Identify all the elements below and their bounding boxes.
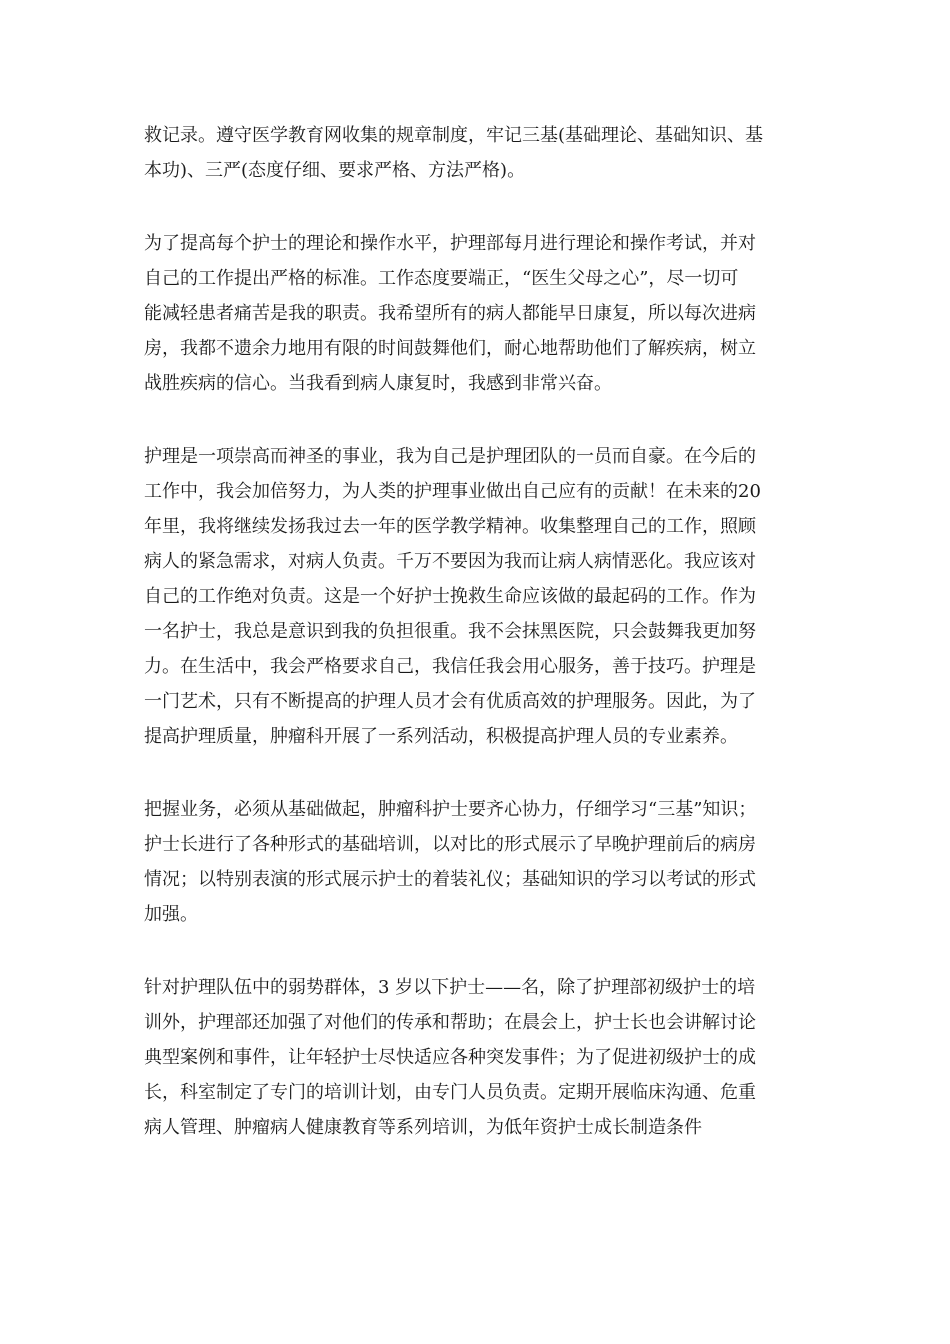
paragraph-rules xyxy=(144,118,812,188)
text-line: 提高护理质量，肿瘤科开展了一系列活动，积极提高护理人员的专业素养。 xyxy=(144,726,738,747)
text-line: 护理是一项崇高而神圣的事业，我为自己是护理团队的一员而自豪。在今后的 xyxy=(144,446,756,467)
text-line: 训外，护理部还加强了对他们的传承和帮助；在晨会上，护士长也会讲解讨论 xyxy=(144,1012,756,1033)
text-line: 一门艺术，只有不断提高的护理人员才会有优质高效的护理服务。因此，为了 xyxy=(144,691,756,712)
text-line: 工作中，我会加倍努力，为人类的护理事业做出自己应有的贡献！在未来的20 xyxy=(144,481,761,502)
text-line: 力。在生活中，我会严格要求自己，我信任我会用心服务，善于技巧。护理是 xyxy=(144,656,756,677)
text-line: 护士长进行了各种形式的基础培训，以对比的形式展示了早晚护理前后的病房 xyxy=(144,834,756,855)
text-line: 一名护士，我总是意识到我的负担很重。我不会抹黑医院，只会鼓舞我更加努 xyxy=(144,621,756,642)
text-line: 把握业务，必须从基础做起，肿瘤科护士要齐心协力，仔细学习“三基”知识； xyxy=(144,799,757,820)
text-line: 房，我都不遗余力地用有限的时间鼓舞他们，耐心地帮助他们了解疾病，树立 xyxy=(144,338,756,359)
text-line: 救记录。遵守医学教育网收集的规章制度，牢记三基(基础理论、基础知识、基 xyxy=(144,125,764,146)
text-line: 自己的工作提出严格的标准。工作态度要端正，“医生父母之心”，尽一切可 xyxy=(144,268,739,289)
paragraph-junior-nurses xyxy=(144,970,812,1145)
text-line: 典型案例和事件，让年轻护士尽快适应各种突发事件；为了促进初级护士的成 xyxy=(144,1047,756,1068)
text-line: 病人的紧急需求，对病人负责。千万不要因为我而让病人病情恶化。我应该对 xyxy=(144,551,756,572)
paragraph-exams xyxy=(144,226,812,401)
paragraph-training xyxy=(144,792,812,932)
text-line: 为了提高每个护士的理论和操作水平，护理部每月进行理论和操作考试，并对 xyxy=(144,233,756,254)
text-line: 长，科室制定了专门的培训计划，由专门人员负责。定期开展临床沟通、危重 xyxy=(144,1082,756,1103)
text-line: 年里，我将继续发扬我过去一年的医学教学精神。收集整理自己的工作，照顾 xyxy=(144,516,756,537)
text-line: 自己的工作绝对负责。这是一个好护士挽救生命应该做的最起码的工作。作为 xyxy=(144,586,756,607)
text-line: 情况；以特别表演的形式展示护士的着装礼仪；基础知识的学习以考试的形式 xyxy=(144,869,756,890)
document-body xyxy=(144,118,812,1145)
paragraph-career xyxy=(144,439,812,754)
text-line: 病人管理、肿瘤病人健康教育等系列培训，为低年资护士成长制造条件 xyxy=(144,1117,702,1138)
text-line: 战胜疾病的信心。当我看到病人康复时，我感到非常兴奋。 xyxy=(144,373,612,394)
text-line: 本功)、三严(态度仔细、要求严格、方法严格)。 xyxy=(144,160,526,181)
text-line: 能减轻患者痛苦是我的职责。我希望所有的病人都能早日康复，所以每次进病 xyxy=(144,303,756,324)
text-line: 加强。 xyxy=(144,904,198,925)
text-line: 针对护理队伍中的弱势群体，3 岁以下护士——名，除了护理部初级护士的培 xyxy=(144,977,756,998)
